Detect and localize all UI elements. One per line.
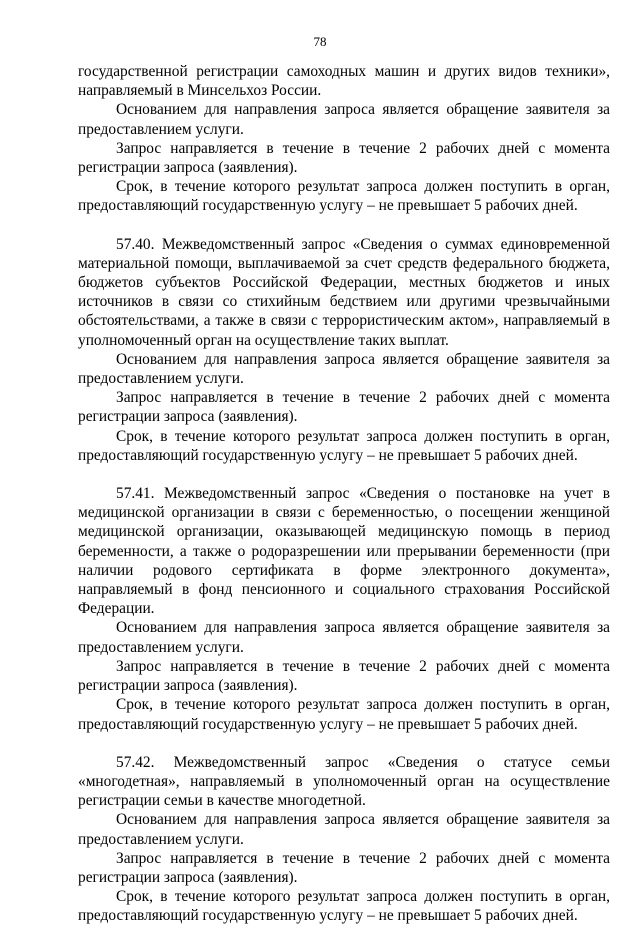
deadline-paragraph: Срок, в течение которого результат запроса должен поступить в орган, предоставляющий государственную услугу – не превышает 5 рабочих дней. [78, 888, 610, 925]
section-57-40 [78, 235, 610, 465]
section-57-42 [78, 753, 610, 926]
timing-paragraph: Запрос направляется в течение в течение 2 рабочих дней с момента регистрации запроса (заявления). [78, 139, 610, 177]
basis-paragraph: Основанием для направления запроса является обращение заявителя за предоставлением услуги. [78, 619, 610, 656]
basis-paragraph: Основанием для направления запроса является обращение заявителя за предоставлением услуги. [78, 811, 610, 848]
timing-paragraph: Запрос направляется в течение в течение 2 рабочих дней с момента регистрации запроса (заявления). [78, 657, 610, 695]
section-heading: 57.41. Межведомственный запрос «Сведения о постановке на учет в медицинской организации в связи с беременностью, о посещении женщиной медицинской организации, оказывающей медицинскую помощь в период беременности, а также о родоразрешении или прерывании беременности (при наличии родового сертификата в форме электронного документа», направляемый в фонд пенсионного и социального страхования Российской Федерации. [78, 485, 610, 618]
timing-paragraph: Запрос направляется в течение в течение 2 рабочих дней с момента регистрации запроса (заявления). [78, 389, 610, 426]
continuation-paragraph: государственной регистрации самоходных машин и других видов техники», направляемый в Минсельхоз России. [78, 63, 610, 100]
document-body [78, 62, 610, 926]
basis-paragraph: Основанием для направления запроса является обращение заявителя за предоставлением услуги. [78, 350, 610, 388]
section-heading: 57.42. Межведомственный запрос «Сведения о статусе семьи «многодетная», направляемый в уполномоченный орган на осуществление регистрации семьи в качестве многодетной. [78, 753, 610, 810]
basis-paragraph: Основанием для направления запроса является обращение заявителя за предоставлением услуги. [78, 101, 610, 138]
deadline-paragraph: Срок, в течение которого результат запроса должен поступить в орган, предоставляющий государственную услугу – не превышает 5 рабочих дней. [78, 696, 610, 733]
page-number: 78 [313, 34, 327, 49]
section-57-41 [78, 484, 610, 734]
continuation-block [78, 62, 610, 216]
timing-paragraph: Запрос направляется в течение в течение 2 рабочих дней с момента регистрации запроса (заявления). [78, 849, 610, 886]
deadline-paragraph: Срок, в течение которого результат запроса должен поступить в орган, предоставляющий государственную услугу – не превышает 5 рабочих дней. [78, 427, 610, 464]
section-heading: 57.40. Межведомственный запрос «Сведения о суммах единовременной материальной помощи, выплачиваемой за счет средств федерального бюджета, бюджетов субъектов Российской Федерации, местных бюджетов и иных источников в связи со стихийным бедствием или другими чрезвычайными обстоятельствами, а также в связи с террористическим актом», направляемый в уполномоченный орган на осуществление таких выплат. [78, 235, 610, 349]
deadline-paragraph: Срок, в течение которого результат запроса должен поступить в орган, предоставляющий государственную услугу – не превышает 5 рабочих дней. [78, 178, 610, 215]
